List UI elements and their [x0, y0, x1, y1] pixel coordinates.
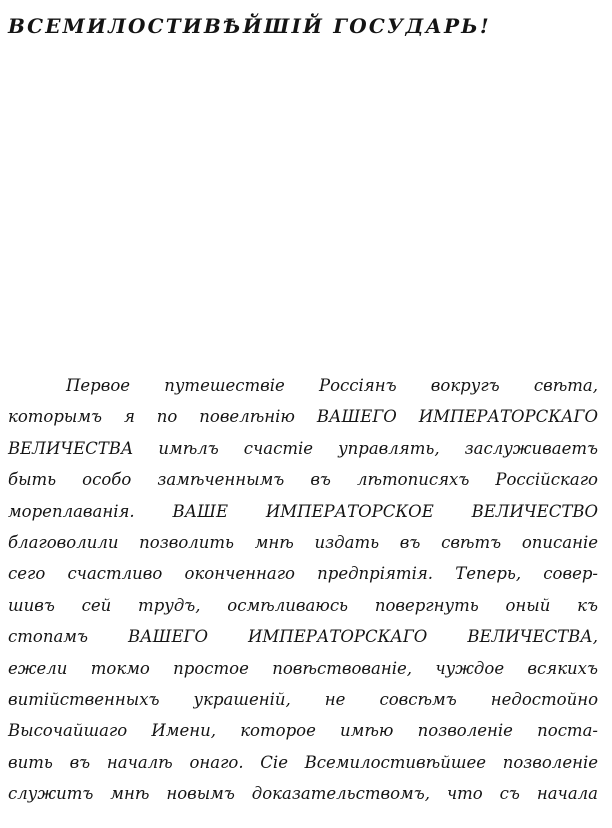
text-line: служитъ мнѣ новымъ доказательствомъ, что съ начала	[8, 784, 598, 804]
text-line: Первое путешествіе Россіянъ вокругъ свѣта,	[66, 376, 598, 395]
text-line: быть особо замѣченнымъ въ лѣтописяхъ Россійскаго	[8, 470, 598, 490]
text-line: ежели токмо простое повѣствованіе, чуждое всякихъ	[8, 658, 598, 678]
text-line: вить въ началѣ онаго. Сіе Всемилостивѣйшее позволеніе	[8, 752, 598, 772]
text-line: шивъ сей трудъ, осмѣливаюсь повергнуть оный къ	[8, 595, 598, 615]
text-line: ВЕЛИЧЕСТВА имѣлъ счастіе управлять, заслуживаетъ	[8, 438, 598, 458]
text-line: которымъ я по повелѣнію ВАШЕГО ИМПЕРАТОРСКАГО	[8, 407, 598, 427]
text-line: стопамъ ВАШЕГО ИМПЕРАТОРСКАГО ВЕЛИЧЕСТВА,	[8, 627, 598, 647]
text-line: сего счастливо оконченнаго предпріятія. Теперь, совер-	[8, 564, 598, 584]
salutation-heading: ВСЕМИЛОСТИВѢЙШIЙ ГОСУДАРЬ!	[8, 14, 491, 38]
text-line: Высочайшаго Имени, которое имѣю позволеніе поста-	[8, 721, 598, 741]
dedication-paragraph	[8, 370, 598, 809]
text-line: благоволили позволить мнѣ издать въ свѣтъ описаніе	[8, 532, 598, 552]
text-line: витійственныхъ украшеній, не совсѣмъ недостойно	[8, 689, 598, 709]
text-line: мореплаванія. ВАШЕ ИМПЕРАТОРСКОЕ ВЕЛИЧЕСТВО	[8, 501, 598, 521]
